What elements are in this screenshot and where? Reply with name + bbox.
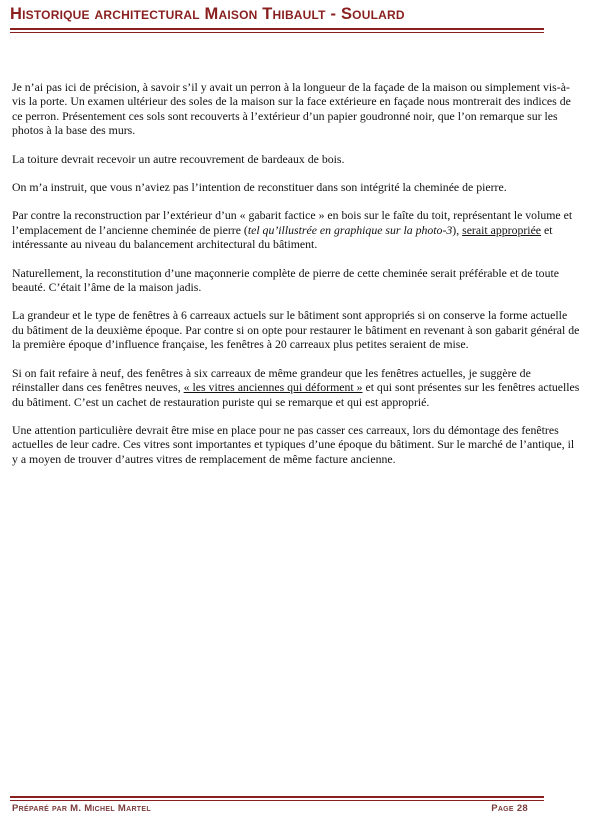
text-run: Par contre la reconstruction par l’extérieur d’un « gabarit factice » en bois sur le faîte du toit, représentant le volume et l’emplacement de l’ancienne cheminée de pierre ( [12, 208, 573, 237]
footer-rule [10, 796, 544, 798]
text-run: et qui sont présentes sur les fenêtres actuelles du bâtiment. C’est un cachet de restauration puriste qui se remarque et qui est approprié. [12, 380, 580, 409]
paragraph-cheminee-intention: On m’a instruit, que vous n’aviez pas l’intention de reconstituer dans son intégrité la cheminée de pierre. [12, 180, 507, 195]
page-number: Page 28 [491, 803, 528, 814]
footer-author: Préparé par M. Michel Martel [12, 803, 151, 814]
header-rule [10, 28, 544, 30]
paragraph-perron: Je n’ai pas ici de précision, à savoir s’il y avait un perron à la longueur de la façade de la maison ou simplement vis-à-vis la porte. Un examen ultérieur des soles de la maison sur la face extérieure en façade nous montrerait des indices de ce perron. Présentement ces sols sont recouverts à l’extérieur d’un papier goudronné noir, que l’on remarque sur les photos à la base des murs. [12, 80, 571, 138]
header-rule-thin [10, 32, 544, 33]
paragraph-maconnerie: Naturellement, la reconstitution d’une maçonnerie complète de pierre de cette cheminée serait préférable et de toute beauté. C’était l’âme de la maison jadis. [12, 265, 559, 295]
paragraph-toiture: La toiture devrait recevoir un autre recouvrement de bardeaux de bois. [12, 151, 345, 166]
footer-rule-thin [10, 800, 544, 801]
underlined-text: « les vitres anciennes qui déforment » [183, 380, 363, 395]
text-run: ), [452, 222, 463, 237]
text-run: Si on fait refaire à neuf, des fenêtres à six carreaux de même grandeur que les fenêtres actuelles, je suggère de réinstaller dans ces fenêtres neuves, [12, 365, 531, 395]
text-run: et intéressante au niveau du balancement architectural du bâtiment. [12, 222, 553, 252]
underlined-text: serait appropriée [462, 222, 542, 237]
paragraph-vitres [12, 366, 580, 409]
italic-note: tel qu’illustrée en graphique sur la photo-3 [247, 222, 453, 237]
document-title: Historique architectural Maison Thibault - Soulard [10, 5, 405, 23]
document-body [12, 80, 580, 480]
paragraph-attention: Une attention particulière devrait être mise en place pour ne pas casser ces carreaux, lors du démontage des fenêtres actuelles de leur cadre. Ces vitres sont importantes et typiques d’une époque du bâtiment. Sur le marché de l’antique, il y a moyen de trouver d’autres vitres de remplacement de même facture ancienne. [12, 422, 575, 466]
paragraph-fenetres: La grandeur et le type de fenêtres à 6 carreaux actuels sur le bâtiment sont appropriés si on conserve la forme actuelle du bâtiment de la deuxième époque. Par contre si on opte pour restaurer le bâtiment en revenant à son gabarit général de la première époque d’influence française, les fenêtres à 20 carreaux plus petites seraient de mise. [12, 308, 580, 352]
paragraph-gabarit [12, 208, 580, 251]
